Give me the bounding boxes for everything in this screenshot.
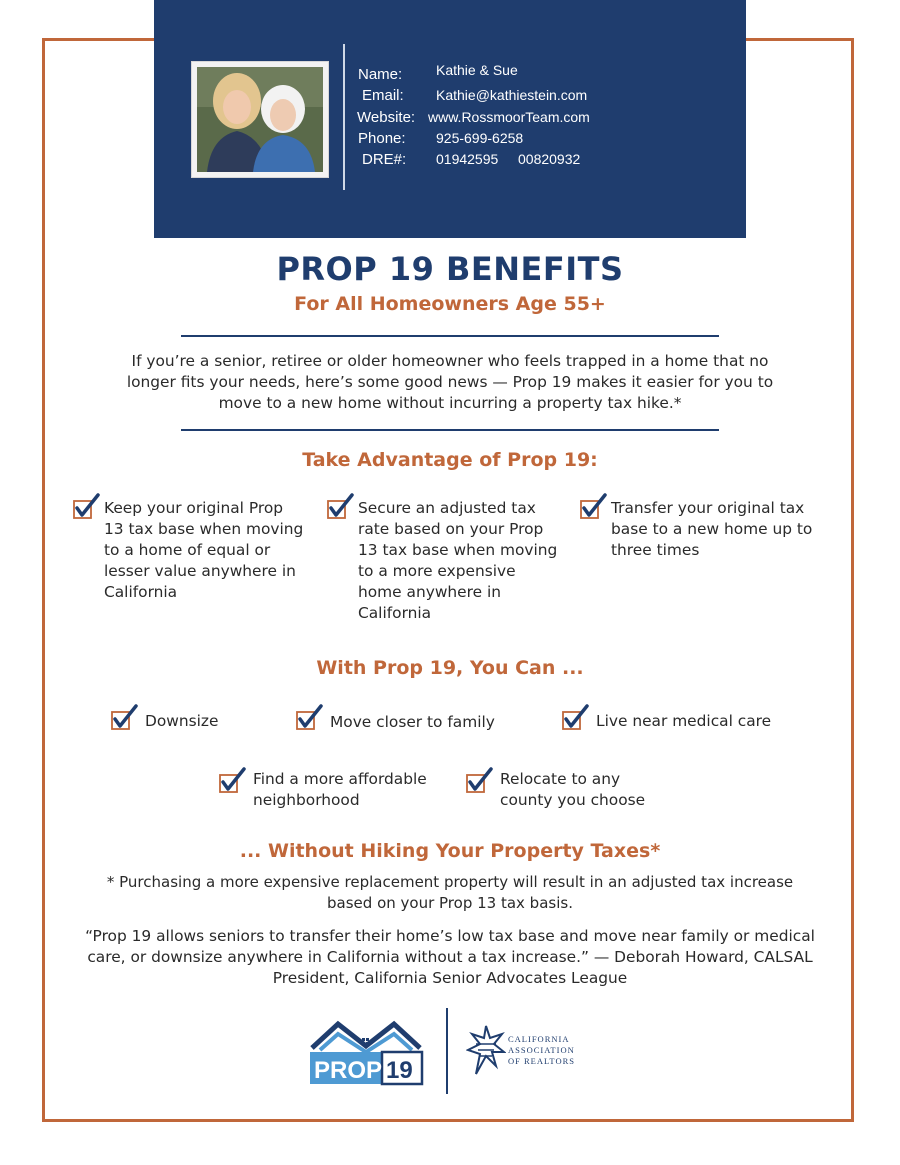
footnote: * Purchasing a more expensive replacement property will result in an adjusted tax increase based on your Prop 13 tax basis. bbox=[106, 873, 794, 912]
agent-name: Kathie & Sue bbox=[436, 62, 518, 78]
car-eagle-icon bbox=[466, 1024, 506, 1076]
can-item-relocate: Relocate to any county you choose bbox=[500, 770, 646, 809]
prop19-logo-text: PROP bbox=[314, 1057, 383, 1084]
advantage-item: Transfer your original tax base to a new home up to three times bbox=[611, 499, 813, 559]
page-title: PROP 19 BENEFITS bbox=[276, 250, 624, 288]
checkmark-box-icon bbox=[110, 704, 138, 732]
agent-photo bbox=[191, 61, 329, 178]
divider-bottom bbox=[181, 429, 719, 431]
checkmark-box-icon bbox=[295, 704, 323, 732]
car-line-1: CALIFORNIA bbox=[508, 1034, 570, 1044]
car-line-3: OF REALTORS bbox=[508, 1056, 575, 1066]
checkmark-box-icon bbox=[465, 767, 493, 795]
agent-dre-2: 00820932 bbox=[518, 151, 581, 167]
car-logo-text bbox=[508, 1034, 575, 1067]
agent-email[interactable]: Kathie@kathiestein.com bbox=[436, 87, 588, 103]
divider-top bbox=[181, 335, 719, 337]
agent-header bbox=[154, 0, 746, 238]
checkmark-box-icon bbox=[72, 493, 100, 521]
logo-separator bbox=[446, 1008, 448, 1094]
prop19-logo-number: 19 bbox=[386, 1057, 413, 1084]
label-email: Email: bbox=[362, 87, 404, 104]
can-item-medical: Live near medical care bbox=[596, 712, 772, 730]
label-name: Name: bbox=[358, 66, 403, 83]
checkmark-box-icon bbox=[579, 493, 607, 521]
can-heading: With Prop 19, You Can ... bbox=[316, 657, 584, 679]
agent-phone: 925-699-6258 bbox=[436, 130, 524, 146]
page-subtitle: For All Homeowners Age 55+ bbox=[294, 293, 606, 315]
can-item-family: Move closer to family bbox=[330, 713, 495, 731]
advantage-item: Secure an adjusted tax rate based on your Prop 13 tax base when moving to a more expensive home anywhere in California bbox=[358, 499, 558, 622]
advantage-heading: Take Advantage of Prop 19: bbox=[302, 449, 598, 471]
can-item-affordable: Find a more affordable neighborhood bbox=[253, 770, 427, 809]
intro-paragraph: If you’re a senior, retiree or older homeowner who feels trapped in a home that no longer fits your needs, here’s some good news — Prop 19 makes it easier for you to move to a new home without incurring a property tax hike.* bbox=[126, 352, 774, 412]
label-dre: DRE#: bbox=[362, 151, 407, 168]
advantage-item: Keep your original Prop 13 tax base when moving to a home of equal or lesser value anywhere in California bbox=[104, 499, 304, 601]
without-heading: ... Without Hiking Your Property Taxes* bbox=[239, 840, 661, 862]
header-divider bbox=[343, 44, 345, 190]
can-item-downsize: Downsize bbox=[145, 712, 219, 730]
checkmark-box-icon bbox=[218, 767, 246, 795]
prop19-logo bbox=[308, 1018, 424, 1086]
agent-website[interactable]: www.RossmoorTeam.com bbox=[428, 109, 590, 125]
agent-dre-1: 01942595 bbox=[436, 151, 499, 167]
label-phone: Phone: bbox=[358, 130, 406, 147]
checkmark-box-icon bbox=[561, 704, 589, 732]
car-line-2: ASSOCIATION bbox=[508, 1045, 575, 1055]
label-website: Website: bbox=[357, 109, 416, 126]
agents-portrait-image bbox=[197, 67, 323, 172]
testimonial-quote: “Prop 19 allows seniors to transfer their home’s low tax base and move near family or medical care, or downsize anywhere in California without a tax increase.” — Deborah Howard, CALSAL President, California Senior Advocates League bbox=[85, 927, 815, 987]
checkmark-box-icon bbox=[326, 493, 354, 521]
